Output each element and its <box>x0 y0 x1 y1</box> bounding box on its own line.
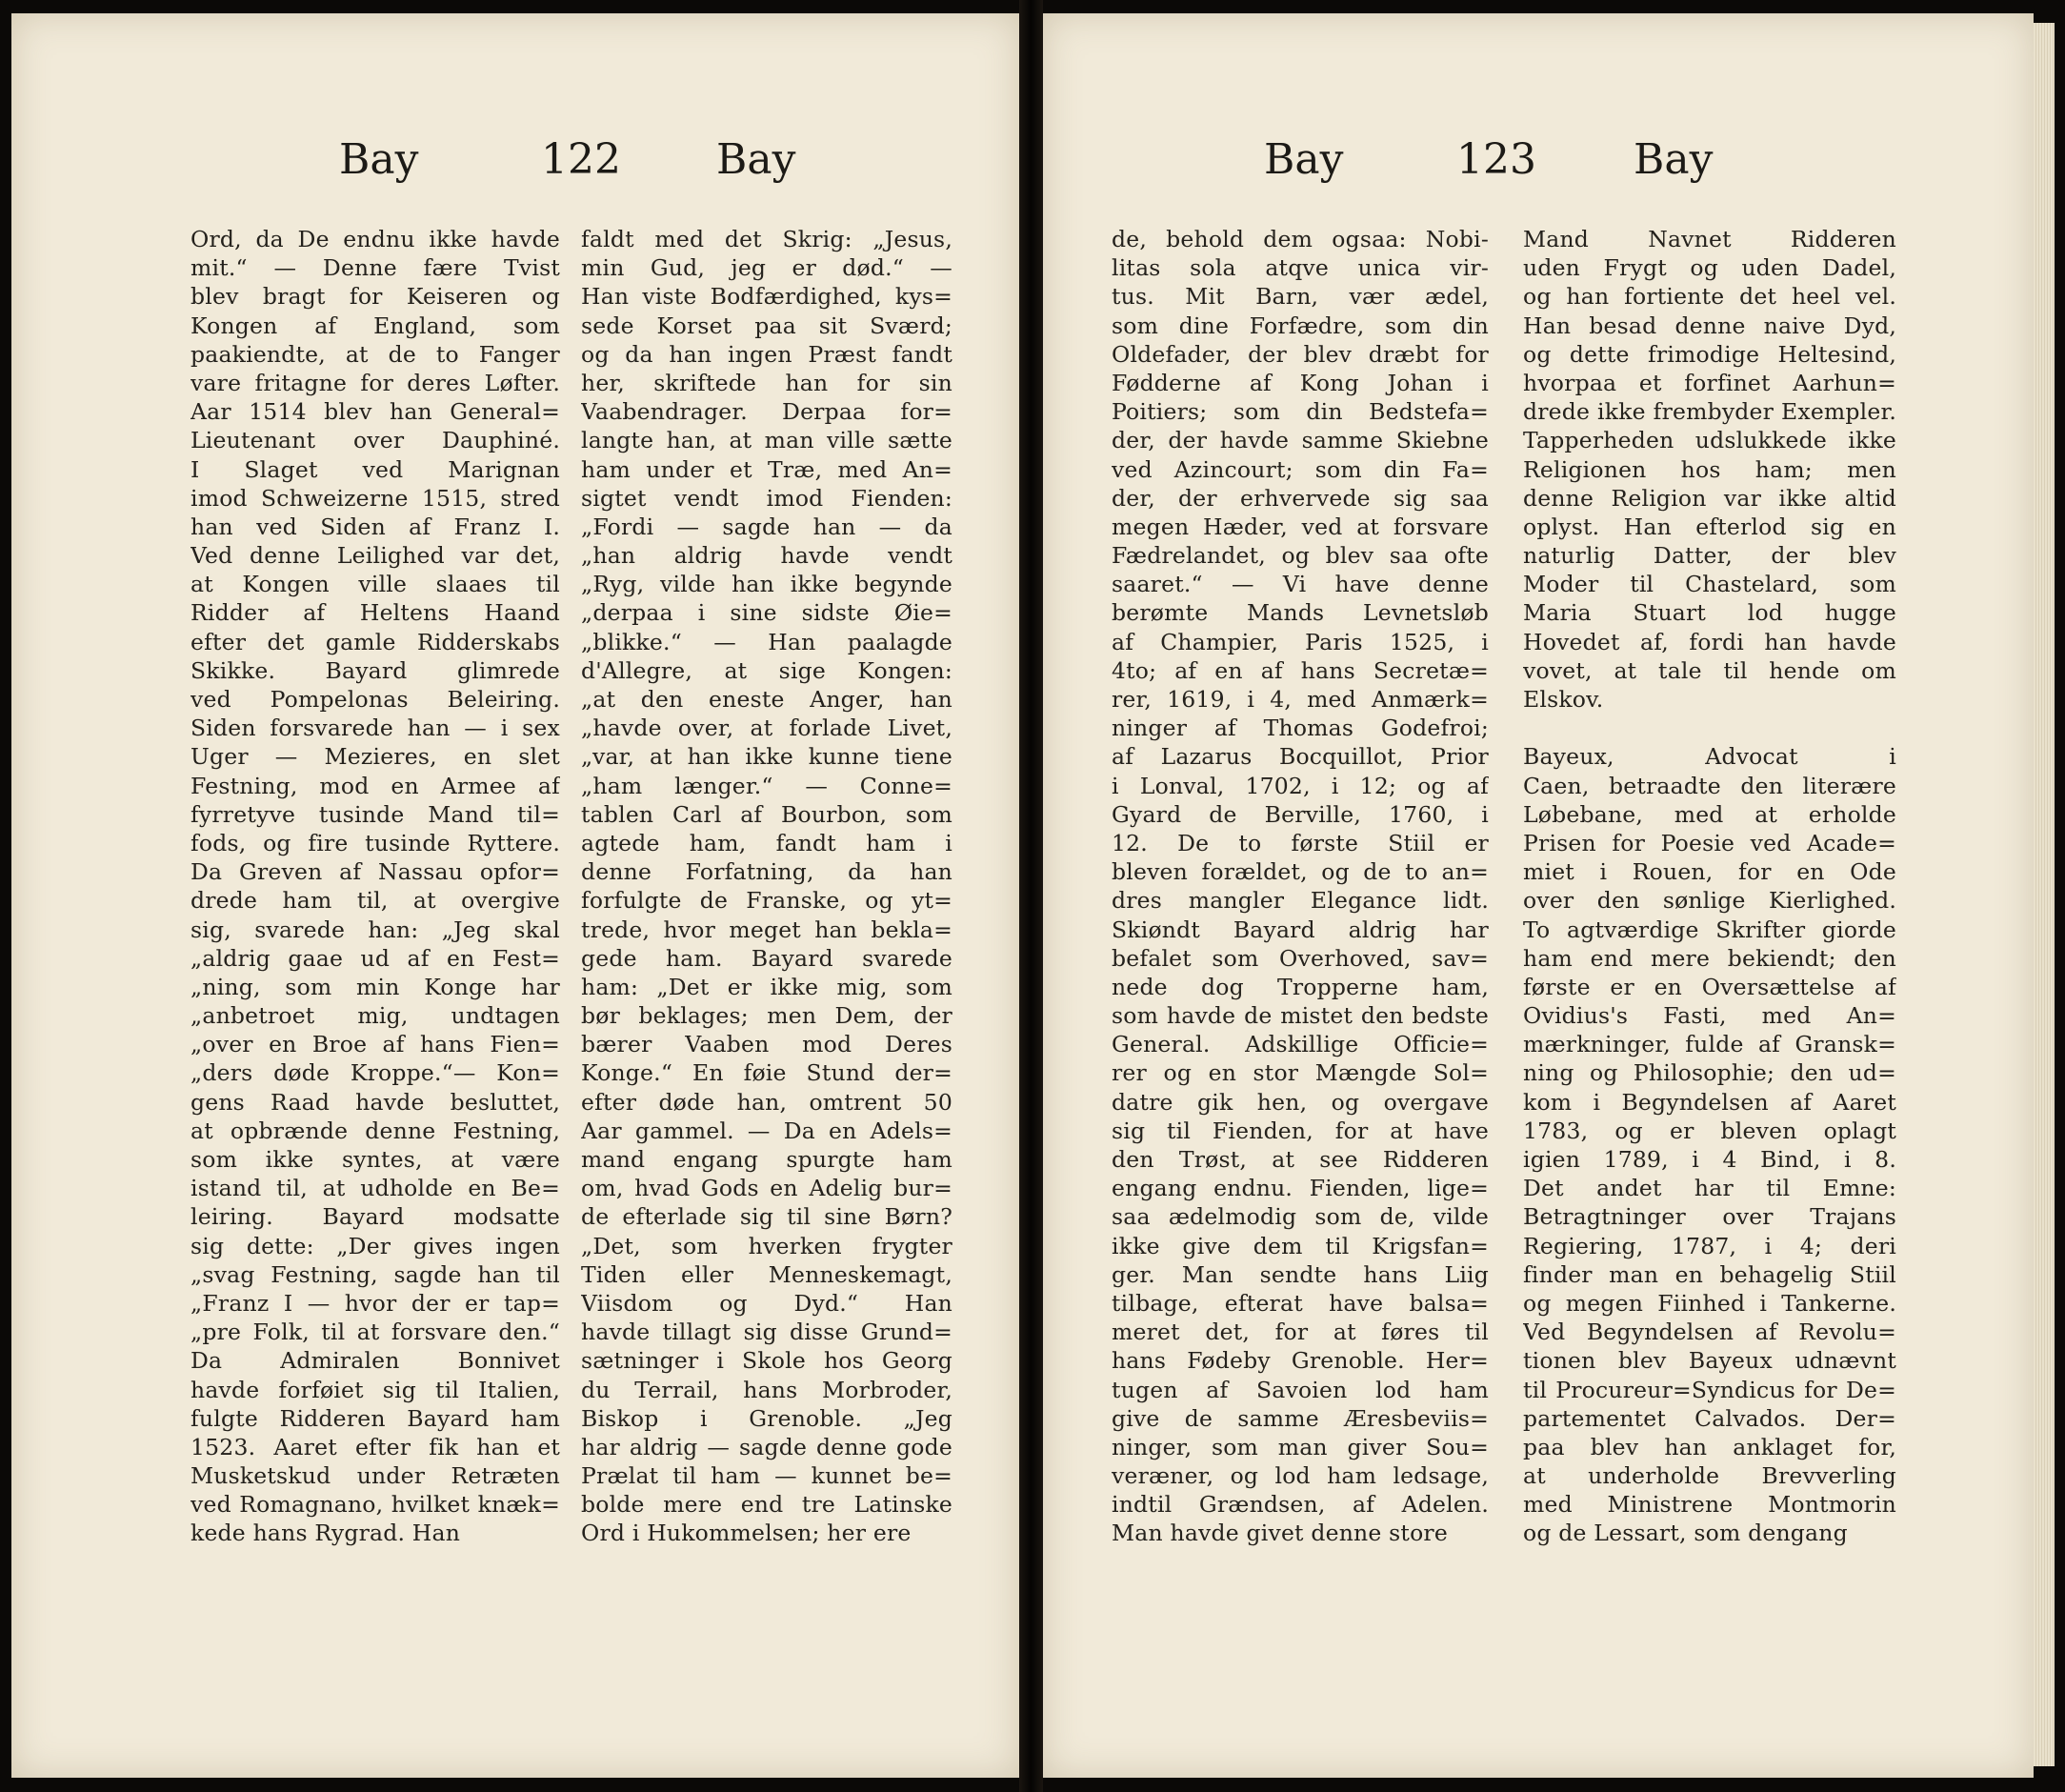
text-line: som dine Forfædre, som din <box>1112 312 1489 339</box>
text-line: „derpaa i sine sidste Øie= <box>581 599 952 627</box>
text-line: „ders døde Kroppe.“— Kon= <box>190 1059 560 1087</box>
text-line: bærer Vaaben mod Deres <box>581 1031 952 1058</box>
text-line: hans Fødeby Grenoble. Her= <box>1112 1347 1489 1375</box>
text-line: gens Raad havde besluttet, <box>190 1088 560 1116</box>
text-line: I Slaget ved Marignan <box>190 455 560 483</box>
text-line: over den sønlige Kierlighed. <box>1523 887 1896 915</box>
text-line: mand engang spurgte ham <box>581 1146 952 1173</box>
text-line: uden Frygt og uden Dadel, <box>1523 254 1896 282</box>
text-line: engang endnu. Fienden, lige= <box>1112 1175 1489 1202</box>
text-line: gede ham. Bayard svarede <box>581 944 952 972</box>
text-line: kom i Begyndelsen af Aaret <box>1523 1088 1896 1116</box>
text-line: sede Korset paa sit Sværd; <box>581 312 952 339</box>
text-line: ninger, som man giver Sou= <box>1112 1433 1489 1460</box>
text-line: der, der havde samme Skiebne <box>1112 427 1489 454</box>
text-line: paa blev han anklaget for, <box>1523 1433 1896 1460</box>
text-line: indtil Grændsen, af Adelen. <box>1112 1491 1489 1519</box>
text-line: „Det, som hverken frygter <box>581 1232 952 1259</box>
text-line: Tiden eller Menneskemagt, <box>581 1260 952 1288</box>
text-line: ning og Philosophie; den ud= <box>1523 1059 1896 1087</box>
text-line: og dette frimodige Heltesind, <box>1523 340 1896 368</box>
text-line: Elskov. <box>1523 686 1604 713</box>
text-line <box>1523 714 1896 742</box>
text-line: der, der erhvervede sig saa <box>1112 484 1489 512</box>
text-line: istand til, at udholde en Be= <box>190 1175 560 1202</box>
text-line: Biskop i Grenoble. „Jeg <box>581 1404 952 1432</box>
text-line: „svag Festning, sagde han til <box>190 1260 560 1288</box>
right-page <box>1043 13 2034 1778</box>
text-line: nede dog Tropperne ham, <box>1112 973 1489 1000</box>
text-line: har aldrig — sagde denne gode <box>581 1433 952 1460</box>
text-line: finder man en behagelig Stiil <box>1523 1260 1896 1288</box>
text-line: Ovidius's Fasti, med An= <box>1523 1002 1896 1030</box>
text-line: befalet som Overhoved, sav= <box>1112 944 1489 972</box>
header-left-word: Bay <box>1264 135 1344 184</box>
text-line: partementet Calvados. Der= <box>1523 1404 1896 1432</box>
text-line: Uger — Mezieres, en slet <box>190 743 560 771</box>
text-line: bør beklages; men Dem, der <box>581 1002 952 1030</box>
text-line: „Franz I — hvor der er tap= <box>190 1289 560 1317</box>
text-line: d'Allegre, at sige Kongen: <box>581 656 952 684</box>
text-line: at underholde Brevverling <box>1523 1462 1896 1490</box>
text-line: sig til Fienden, for at have <box>1112 1117 1489 1144</box>
text-line: Viisdom og Dyd.“ Han <box>581 1289 952 1317</box>
text-line: litas sola atqve unica vir- <box>1112 254 1489 282</box>
text-line: at opbrænde denne Festning, <box>190 1117 560 1144</box>
text-line: Regiering, 1787, i 4; deri <box>1523 1232 1896 1259</box>
text-line: til Procureur=Syndicus for De= <box>1523 1376 1896 1403</box>
text-line: og megen Fiinhed i Tankerne. <box>1523 1289 1896 1317</box>
text-line: og da han ingen Præst fandt <box>581 340 952 368</box>
text-line: miet i Rouen, for en Ode <box>1523 858 1896 886</box>
text-line: dres mangler Elegance lidt. <box>1112 887 1489 915</box>
text-column-1 <box>190 225 560 1548</box>
text-line: fods, og fire tusinde Ryttere. <box>190 829 560 856</box>
text-line: sigtet vendt imod Fienden: <box>581 484 952 512</box>
text-line: General. Adskillige Officie= <box>1112 1031 1489 1058</box>
text-line: meret det, for at føres til <box>1112 1319 1489 1346</box>
book-gutter <box>1019 0 1043 1792</box>
text-line: Da Admiralen Bonnivet <box>190 1347 560 1375</box>
text-line: første er en Oversættelse af <box>1523 973 1896 1000</box>
text-line: ham: „Det er ikke mig, som <box>581 973 952 1000</box>
text-line: rer og en stor Mængde Sol= <box>1112 1059 1489 1087</box>
text-line: vovet, at tale til hende om <box>1523 656 1896 684</box>
page-number: 123 <box>1456 135 1536 184</box>
text-line: Gyard de Berville, 1760, i <box>1112 800 1489 828</box>
text-line: Man havde givet denne store <box>1112 1520 1448 1547</box>
text-line: To agtværdige Skrifter giorde <box>1523 916 1896 943</box>
text-line: Ved denne Leilighed var det, <box>190 542 560 570</box>
page-number: 122 <box>541 135 621 184</box>
text-line: som havde de mistet den bedste <box>1112 1002 1489 1030</box>
text-line: Caen, betraadte den literære <box>1523 772 1896 799</box>
header-right-word: Bay <box>1634 135 1714 184</box>
text-line: Konge.“ En føie Stund der= <box>581 1059 952 1087</box>
text-line: Det andet har til Emne: <box>1523 1175 1896 1202</box>
text-line: „Fordi — sagde han — da <box>581 513 952 540</box>
text-line: de efterlade sig til sine Børn? <box>581 1203 952 1231</box>
text-line: rer, 1619, i 4, med Anmærk= <box>1112 686 1489 713</box>
text-line: hvorpaa et forfinet Aarhun= <box>1523 369 1896 396</box>
text-line: ikke give dem til Krigsfan= <box>1112 1232 1489 1259</box>
text-line: „anbetroet mig, undtagen <box>190 1002 560 1030</box>
text-line: berømte Mands Levnetsløb <box>1112 599 1489 627</box>
text-line: Ord i Hukommelsen; her ere <box>581 1520 912 1547</box>
text-line: imod Schweizerne 1515, stred <box>190 484 560 512</box>
text-line: naturlig Datter, der blev <box>1523 542 1896 570</box>
text-line: Aar gammel. — Da en Adels= <box>581 1117 952 1144</box>
text-line: Tapperheden udslukkede ikke <box>1523 427 1896 454</box>
text-line: Da Greven af Nassau opfor= <box>190 858 560 886</box>
text-line: ninger af Thomas Godefroi; <box>1112 715 1489 742</box>
text-line: sætninger i Skole hos Georg <box>581 1347 952 1375</box>
text-line: oplyst. Han efterlod sig en <box>1523 513 1896 540</box>
text-line: af Champier, Paris 1525, i <box>1112 628 1489 655</box>
text-line: Fødderne af Kong Johan i <box>1112 369 1489 396</box>
text-line: med Ministrene Montmorin <box>1523 1491 1896 1519</box>
text-line: sig dette: „Der gives ingen <box>190 1232 560 1259</box>
text-line: Ord, da De endnu ikke havde <box>190 226 560 252</box>
text-line: forfulgte de Franske, og yt= <box>581 887 952 915</box>
text-line: igien 1789, i 4 Bind, i 8. <box>1523 1146 1896 1173</box>
text-line: han ved Siden af Franz I. <box>190 513 560 540</box>
text-line: denne Religion var ikke altid <box>1523 484 1896 512</box>
text-line: Kongen af England, som <box>190 312 560 339</box>
page-header <box>1043 135 2034 211</box>
text-line: saaret.“ — Vi have denne <box>1112 571 1489 598</box>
text-line: Betragtninger over Trajans <box>1523 1203 1896 1231</box>
text-line: drede ham til, at overgive <box>190 887 560 915</box>
text-line: veræner, og lod ham ledsage, <box>1112 1462 1489 1490</box>
text-line: bleven forældet, og de to an= <box>1112 858 1489 886</box>
text-line: du Terrail, hans Morbroder, <box>581 1376 952 1403</box>
page-header <box>11 135 1019 211</box>
text-line: „havde over, at forlade Livet, <box>581 715 952 742</box>
text-line: 1523. Aaret efter fik han et <box>190 1433 560 1460</box>
text-line: mærkninger, fulde af Gransk= <box>1523 1031 1896 1058</box>
text-line: Maria Stuart lod hugge <box>1523 599 1896 627</box>
text-line: „pre Folk, til at forsvare den.“ <box>190 1319 560 1346</box>
text-line: Skikke. Bayard glimrede <box>190 656 560 684</box>
header-right-word: Bay <box>716 135 796 184</box>
text-line: ger. Man sendte hans Liig <box>1112 1260 1489 1288</box>
text-line: efter det gamle Ridderskabs <box>190 628 560 655</box>
text-line: ved Romagnano, hvilket knæk= <box>190 1491 560 1519</box>
text-line: tionen blev Bayeux udnævnt <box>1523 1347 1896 1375</box>
text-line: Prælat til ham — kunnet be= <box>581 1462 952 1490</box>
text-line: Han viste Bodfærdighed, kys= <box>581 283 952 311</box>
text-line: Vaabendrager. Derpaa for= <box>581 398 952 426</box>
text-line: Oldefader, der blev dræbt for <box>1112 340 1489 368</box>
text-line: „ham længer.“ — Conne= <box>581 772 952 799</box>
text-line: og de Lessart, som dengang <box>1523 1520 1848 1547</box>
text-line: Moder til Chastelard, som <box>1523 571 1896 598</box>
text-line: de, behold dem ogsaa: Nobi- <box>1112 226 1489 252</box>
text-line: Ridder af Heltens Haand <box>190 599 560 627</box>
text-line: „var, at han ikke kunne tiene <box>581 743 952 771</box>
text-line: Ved Begyndelsen af Revolu= <box>1523 1319 1896 1346</box>
text-line: kede hans Rygrad. Han <box>190 1520 461 1547</box>
text-line: faldt med det Skrig: „Jesus, <box>581 226 952 252</box>
text-line: Festning, mod en Armee af <box>190 772 560 799</box>
text-line: sig, svarede han: „Jeg skal <box>190 916 560 943</box>
text-line: „ning, som min Konge har <box>190 973 560 1000</box>
text-line: langte han, at man ville sætte <box>581 427 952 454</box>
text-line: ved Pompelonas Beleiring. <box>190 686 560 713</box>
text-line: drede ikke frembyder Exempler. <box>1523 398 1896 426</box>
text-line: agtede ham, fandt ham i <box>581 829 952 856</box>
text-line: havde forføiet sig til Italien, <box>190 1376 560 1403</box>
text-line: saa ædelmodig som de, vilde <box>1112 1203 1489 1231</box>
text-line: leiring. Bayard modsatte <box>190 1203 560 1231</box>
text-line: Lieutenant over Dauphiné. <box>190 427 560 454</box>
text-line: 1783, og er bleven oplagt <box>1523 1117 1896 1144</box>
text-line: „han aldrig havde vendt <box>581 542 952 570</box>
text-line: fulgte Ridderen Bayard ham <box>190 1404 560 1432</box>
text-line: ved Azincourt; som din Fa= <box>1112 455 1489 483</box>
text-line: Han besad denne naive Dyd, <box>1523 312 1896 339</box>
text-line: „blikke.“ — Han paalagde <box>581 628 952 655</box>
text-line: og han fortiente det heel vel. <box>1523 283 1896 311</box>
text-column-1 <box>1112 225 1489 1548</box>
text-line: om, hvad Gods en Adelig bur= <box>581 1175 952 1202</box>
text-line: Siden forsvarede han — i sex <box>190 715 560 742</box>
text-line: Religionen hos ham; men <box>1523 455 1896 483</box>
text-line: paakiendte, at de to Fanger <box>190 340 560 368</box>
text-line: datre gik hen, og overgave <box>1112 1088 1489 1116</box>
text-line: give de samme Æresbeviis= <box>1112 1404 1489 1432</box>
left-page <box>11 13 1019 1778</box>
text-line: vare fritagne for deres Løfter. <box>190 369 560 396</box>
text-line: tus. Mit Barn, vær ædel, <box>1112 283 1489 311</box>
text-line: Aar 1514 blev han General= <box>190 398 560 426</box>
text-line: 4to; af en af hans Secretæ= <box>1112 656 1489 684</box>
text-line: blev bragt for Keiseren og <box>190 283 560 311</box>
text-line: ham end mere bekiendt; den <box>1523 944 1896 972</box>
text-column-2 <box>581 225 952 1548</box>
text-line: den Trøst, at see Ridderen <box>1112 1146 1489 1173</box>
text-line: mit.“ — Denne fære Tvist <box>190 254 560 282</box>
text-column-2 <box>1523 225 1896 1548</box>
text-line: i Lonval, 1702, i 12; og af <box>1112 772 1489 799</box>
text-line: tablen Carl af Bourbon, som <box>581 800 952 828</box>
text-line: denne Forfatning, da han <box>581 858 952 886</box>
text-line: tilbage, efterat have balsa= <box>1112 1289 1489 1317</box>
text-line: tugen af Savoien lod ham <box>1112 1376 1489 1403</box>
text-line: „aldrig gaae ud af en Fest= <box>190 944 560 972</box>
text-line: som ikke syntes, at være <box>190 1146 560 1173</box>
text-line: trede, hvor meget han bekla= <box>581 916 952 943</box>
text-line: af Lazarus Bocquillot, Prior <box>1112 743 1489 771</box>
header-left-word: Bay <box>339 135 419 184</box>
text-line: megen Hæder, ved at forsvare <box>1112 513 1489 540</box>
text-line: „over en Broe af hans Fien= <box>190 1031 560 1058</box>
text-line: ham under et Træ, med An= <box>581 455 952 483</box>
text-line: „at den eneste Anger, han <box>581 686 952 713</box>
text-line: min Gud, jeg er død.“ — <box>581 254 952 282</box>
text-line: Poitiers; som din Bedstefa= <box>1112 398 1489 426</box>
text-line: havde tillagt sig disse Grund= <box>581 1319 952 1346</box>
text-line: fyrretyve tusinde Mand til= <box>190 800 560 828</box>
text-line: Mand Navnet Ridderen <box>1523 226 1896 252</box>
text-line: bolde mere end tre Latinske <box>581 1491 952 1519</box>
text-line: „Ryg, vilde han ikke begynde <box>581 571 952 598</box>
text-line: Løbebane, med at erholde <box>1523 800 1896 828</box>
text-line: Hovedet af, fordi han havde <box>1523 628 1896 655</box>
text-line: Bayeux, Advocat i <box>1523 743 1896 771</box>
text-line: 12. De to første Stiil er <box>1112 829 1489 856</box>
text-line: Prisen for Poesie ved Acade= <box>1523 829 1896 856</box>
text-line: Skiøndt Bayard aldrig har <box>1112 916 1489 943</box>
text-line: her, skriftede han for sin <box>581 369 952 396</box>
text-line: Musketskud under Retræten <box>190 1462 560 1490</box>
text-line: efter døde han, omtrent 50 <box>581 1088 952 1116</box>
text-line: at Kongen ville slaaes til <box>190 571 560 598</box>
text-line: Fædrelandet, og blev saa ofte <box>1112 542 1489 570</box>
